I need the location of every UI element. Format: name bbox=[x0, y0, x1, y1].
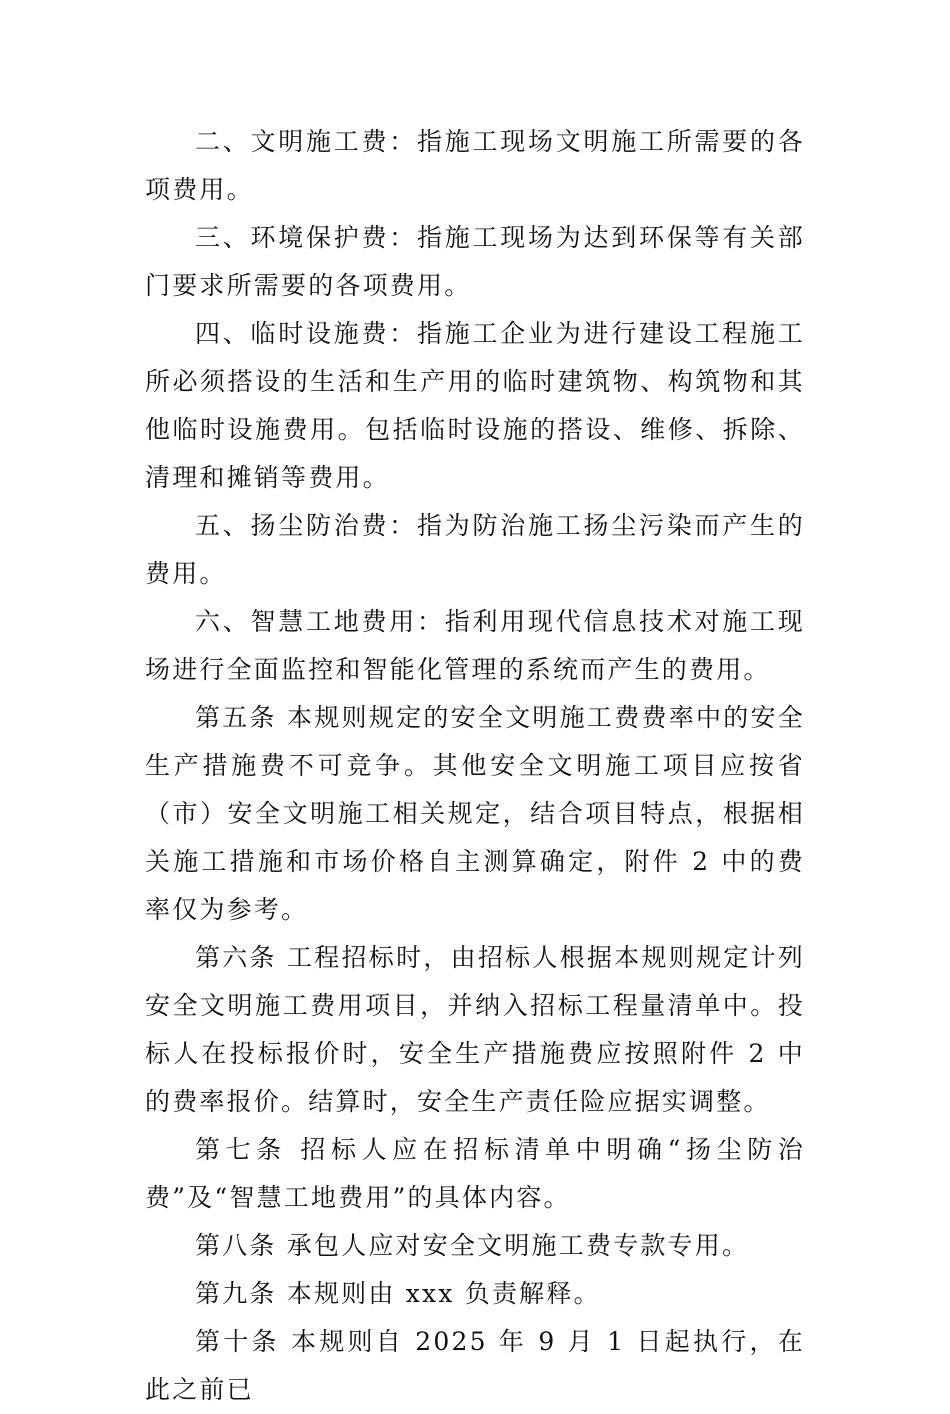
paragraph-article-7: 第七条 招标人应在招标清单中明确“扬尘防治费”及“智慧工地费用”的具体内容。 bbox=[145, 1135, 805, 1212]
paragraph-article-10: 第十条 本规则自 2025 年 9 月 1 日起执行，在此之前已 bbox=[145, 1327, 805, 1404]
paragraph-article-6: 第六条 工程招标时，由招标人根据本规则规定计列安全文明施工费用项目，并纳入招标工程量清单中。投标人在投标报价时，安全生产措施费应按照附件 2 中的费率报价。结算时，安全生产责任险应据实调整。 bbox=[145, 943, 805, 1116]
paragraph-temporary-facilities-fee: 四、临时设施费：指施工企业为进行建设工程施工所必须搭设的生活和生产用的临时建筑物、构筑物和其他临时设施费用。包括临时设施的搭设、维修、拆除、清理和摊销等费用。 bbox=[145, 319, 805, 492]
paragraph-smart-site-fee: 六、智慧工地费用：指利用现代信息技术对施工现场进行全面监控和智能化管理的系统而产生的费用。 bbox=[145, 607, 805, 684]
paragraph-civilized-construction-fee: 二、文明施工费：指施工现场文明施工所需要的各项费用。 bbox=[145, 127, 805, 204]
paragraph-environmental-protection-fee: 三、环境保护费：指施工现场为达到环保等有关部门要求所需要的各项费用。 bbox=[145, 223, 805, 300]
paragraph-article-9: 第九条 本规则由 xxx 负责解释。 bbox=[195, 1279, 601, 1308]
paragraph-article-5: 第五条 本规则规定的安全文明施工费费率中的安全生产措施费不可竞争。其他安全文明施工项目应按省（市）安全文明施工相关规定，结合项目特点，根据相关施工措施和市场价格自主测算确定，附件 2 中的费率仅为参考。 bbox=[145, 703, 805, 924]
paragraph-dust-control-fee: 五、扬尘防治费：指为防治施工扬尘污染而产生的费用。 bbox=[145, 511, 805, 588]
document-body bbox=[145, 118, 805, 1414]
paragraph-article-8: 第八条 承包人应对安全文明施工费专款专用。 bbox=[195, 1231, 750, 1260]
